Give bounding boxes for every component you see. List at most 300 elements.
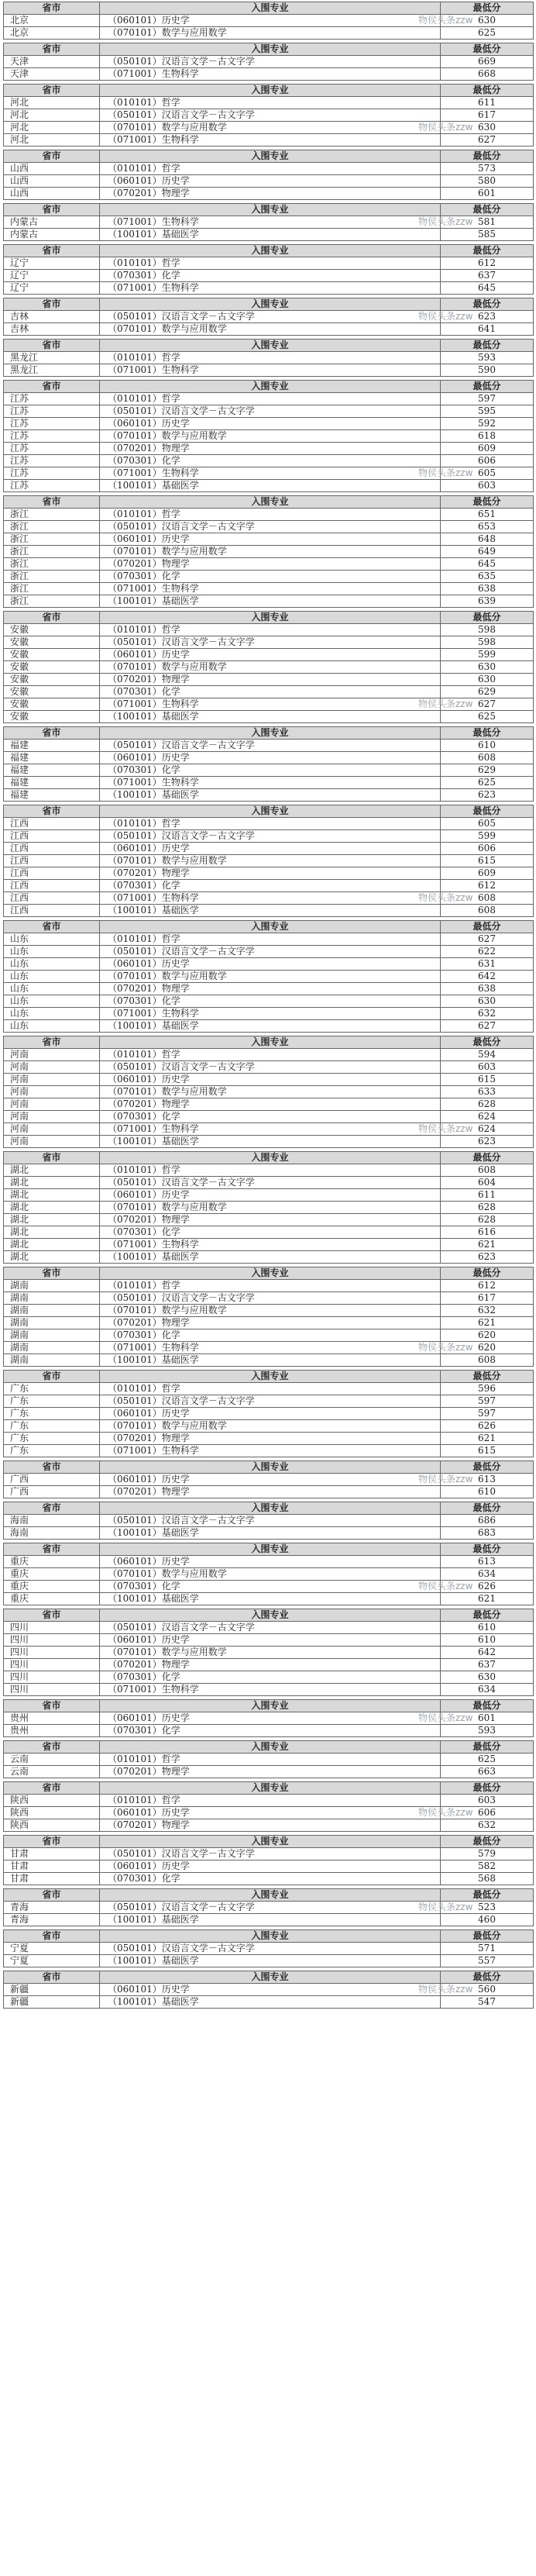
table-row [4,958,534,971]
header-major: 入围专业 [100,1036,441,1049]
province-cell: 青海 [4,1914,100,1926]
table-row [4,546,534,558]
province-cell: 黑龙江 [4,352,100,364]
header-score: 最低分 [441,1036,534,1049]
watermark-text: 物侯头条zzw [418,15,473,26]
score-cell: 597 [441,1395,534,1408]
table-row [4,1445,534,1457]
table-row [4,405,534,418]
province-cell: 内蒙古 [4,229,100,241]
table-row [4,752,534,764]
score-cell: 610 [441,1622,534,1634]
score-cell: 599 [441,649,534,661]
province-score-table [3,920,534,1033]
major-cell: （010101）哲学 [100,393,441,405]
province-score-table [3,1502,534,1540]
score-cell: 608 [441,892,534,905]
table-row [4,1086,534,1098]
major-cell: （100101）基础医学 [100,1914,441,1926]
score-cell: 624 [441,1123,534,1136]
score-cell: 579 [441,1848,534,1860]
major-cell: （070201）物理学 [100,1098,441,1111]
province-cell: 湖北 [4,1214,100,1226]
score-cell: 598 [441,624,534,636]
major-cell: （050101）汉语言文学－古文字学 [100,109,441,122]
header-score: 最低分 [441,298,534,311]
table-header-row [4,1836,534,1848]
province-cell: 福建 [4,764,100,777]
table-row [4,740,534,752]
table-row [4,509,534,521]
major-cell: （060101）历史学 [100,1712,441,1725]
score-cell: 606 [441,455,534,467]
major-cell: （060101）历史学 [100,533,441,546]
table-row [4,933,534,946]
table-row [4,764,534,777]
score-cell: 631 [441,958,534,971]
table-row [4,1420,534,1433]
table-row [4,1239,534,1251]
province-cell: 浙江 [4,558,100,571]
score-cell: 594 [441,1049,534,1061]
score-cell: 668 [441,68,534,81]
major-cell: （100101）基础医学 [100,1354,441,1367]
major-cell: （071001）生物科学 [100,1008,441,1020]
table-row [4,649,534,661]
province-cell: 安徽 [4,711,100,723]
header-province: 省市 [4,1836,100,1848]
score-cell: 593 [441,1725,534,1737]
major-cell: （070201）物理学 [100,1317,441,1329]
table-header-row [4,43,534,56]
province-cell: 江西 [4,818,100,830]
province-score-table [3,43,534,81]
province-cell: 江苏 [4,455,100,467]
province-cell: 重庆 [4,1568,100,1581]
score-cell: 648 [441,533,534,546]
score-cell: 611 [441,97,534,109]
score-cell: 593 [441,352,534,364]
header-province: 省市 [4,2,100,15]
watermark-text: 物侯头条zzw [418,467,473,478]
major-cell: （060101）历史学 [100,1474,441,1486]
header-province: 省市 [4,1036,100,1049]
score-cell: 601 [441,1712,534,1725]
score-cell: 632 [441,1305,534,1317]
province-cell: 河南 [4,1136,100,1148]
score-cell: 623 [441,1251,534,1264]
table-row [4,583,534,595]
table-header-row [4,1267,534,1280]
province-cell: 安徽 [4,674,100,686]
province-cell: 湖北 [4,1202,100,1214]
watermark-text: 物侯头条zzw [418,1807,473,1818]
table-header-row [4,245,534,257]
province-cell: 湖北 [4,1226,100,1239]
major-cell: （060101）历史学 [100,1408,441,1420]
table-header-row [4,1371,534,1383]
score-cell: 627 [441,933,534,946]
score-cell: 599 [441,830,534,843]
province-cell: 山东 [4,958,100,971]
major-cell: （060101）历史学 [100,958,441,971]
header-major: 入围专业 [100,340,441,352]
score-cell: 621 [441,1433,534,1445]
major-cell: （070301）化学 [100,1671,441,1684]
score-cell: 621 [441,1317,534,1329]
province-cell: 辽宁 [4,270,100,282]
major-cell: （070101）数学与应用数学 [100,1305,441,1317]
province-cell: 海南 [4,1515,100,1527]
major-cell: （050101）汉语言文学－古文字学 [100,1902,441,1914]
major-cell: （050101）汉语言文学－古文字学 [100,830,441,843]
score-cell: 571 [441,1943,534,1955]
major-cell: （010101）哲学 [100,257,441,270]
major-cell: （060101）历史学 [100,649,441,661]
score-cell: 621 [441,1239,534,1251]
major-cell: （050101）汉语言文学－古文字学 [100,1848,441,1860]
major-cell: （100101）基础医学 [100,905,441,917]
province-cell: 四川 [4,1659,100,1671]
major-cell: （070301）化学 [100,995,441,1008]
score-cell: 624 [441,1111,534,1123]
table-row [4,1164,534,1177]
province-cell: 湖北 [4,1239,100,1251]
header-score: 最低分 [441,805,534,818]
table-row [4,443,534,455]
score-cell: 615 [441,1074,534,1086]
header-score: 最低分 [441,1741,534,1754]
province-score-table [3,495,534,608]
province-cell: 广东 [4,1420,100,1433]
table-row [4,68,534,81]
major-cell: （010101）哲学 [100,509,441,521]
major-cell: （100101）基础医学 [100,1020,441,1033]
province-cell: 江西 [4,867,100,880]
score-cell: 610 [441,740,534,752]
province-cell: 山东 [4,933,100,946]
major-cell: （050101）汉语言文学－古文字学 [100,311,441,323]
header-major: 入围专业 [100,1700,441,1712]
score-cell: 626 [441,1581,534,1593]
header-major: 入围专业 [100,1461,441,1474]
table-row [4,1860,534,1873]
major-cell: （070301）化学 [100,270,441,282]
province-cell: 河北 [4,109,100,122]
header-major: 入围专业 [100,1267,441,1280]
province-cell: 重庆 [4,1581,100,1593]
score-cell: 617 [441,1292,534,1305]
score-cell: 568 [441,1873,534,1885]
table-row [4,995,534,1008]
header-major: 入围专业 [100,1152,441,1164]
major-cell: （071001）生物科学 [100,364,441,377]
province-score-table [3,339,534,377]
province-cell: 黑龙江 [4,364,100,377]
header-score: 最低分 [441,1836,534,1848]
table-row [4,711,534,723]
major-cell: （070201）物理学 [100,1766,441,1778]
table-row [4,1684,534,1696]
watermark-text: 物侯头条zzw [418,122,473,133]
watermark-text: 物侯头条zzw [418,216,473,227]
province-cell: 辽宁 [4,257,100,270]
province-cell: 山西 [4,188,100,200]
major-cell: （070201）物理学 [100,443,441,455]
major-cell: （071001）生物科学 [100,216,441,229]
province-cell: 宁夏 [4,1955,100,1967]
table-row [4,521,534,533]
score-cell: 610 [441,1486,534,1498]
major-cell: （070101）数学与应用数学 [100,546,441,558]
table-row [4,97,534,109]
score-cell: 605 [441,467,534,480]
major-cell: （070301）化学 [100,880,441,892]
table-header-row [4,84,534,97]
score-cell: 669 [441,56,534,68]
header-score: 最低分 [441,921,534,933]
province-cell: 广东 [4,1445,100,1457]
header-province: 省市 [4,612,100,624]
score-cell: 635 [441,571,534,583]
header-score: 最低分 [441,1609,534,1622]
table-row [4,1049,534,1061]
major-cell: （071001）生物科学 [100,1684,441,1696]
province-cell: 江西 [4,892,100,905]
header-major: 入围专业 [100,1889,441,1902]
table-row [4,1383,534,1395]
score-cell: 598 [441,636,534,649]
header-province: 省市 [4,1609,100,1622]
major-cell: （050101）汉语言文学－古文字学 [100,636,441,649]
major-cell: （050101）汉语言文学－古文字学 [100,946,441,958]
major-cell: （071001）生物科学 [100,583,441,595]
table-row [4,1873,534,1885]
province-cell: 安徽 [4,649,100,661]
table-row [4,1202,534,1214]
table-row [4,1848,534,1860]
major-cell: （070101）数学与应用数学 [100,1647,441,1659]
watermark-text: 物侯头条zzw [418,1581,473,1591]
score-cell: 603 [441,1061,534,1074]
major-cell: （071001）生物科学 [100,892,441,905]
watermark-text: 物侯头条zzw [418,1712,473,1723]
header-province: 省市 [4,245,100,257]
table-row [4,257,534,270]
score-cell: 612 [441,880,534,892]
province-cell: 江西 [4,843,100,855]
province-cell: 广东 [4,1408,100,1420]
province-cell: 陕西 [4,1795,100,1807]
major-cell: （010101）哲学 [100,818,441,830]
major-cell: （071001）生物科学 [100,467,441,480]
header-province: 省市 [4,1700,100,1712]
score-cell: 615 [441,855,534,867]
major-cell: （010101）哲学 [100,1383,441,1395]
header-major: 入围专业 [100,1543,441,1556]
score-cell: 618 [441,430,534,443]
province-cell: 广东 [4,1433,100,1445]
score-cell: 683 [441,1527,534,1540]
score-cell: 628 [441,1202,534,1214]
province-cell: 江苏 [4,467,100,480]
major-cell: （070201）物理学 [100,1214,441,1226]
major-cell: （050101）汉语言文学－古文字学 [100,1061,441,1074]
score-cell: 585 [441,229,534,241]
header-major: 入围专业 [100,921,441,933]
score-cell: 627 [441,1020,534,1033]
major-cell: （060101）历史学 [100,175,441,188]
table-row [4,1593,534,1605]
score-cell: 627 [441,698,534,711]
header-major: 入围专业 [100,612,441,624]
score-cell: 597 [441,1408,534,1420]
province-cell: 浙江 [4,546,100,558]
score-cell: 630 [441,995,534,1008]
header-major: 入围专业 [100,204,441,216]
major-cell: （070101）数学与应用数学 [100,1086,441,1098]
score-cell: 645 [441,558,534,571]
table-row [4,636,534,649]
table-row [4,1395,534,1408]
province-cell: 湖南 [4,1354,100,1367]
header-province: 省市 [4,1889,100,1902]
header-score: 最低分 [441,150,534,163]
province-cell: 重庆 [4,1593,100,1605]
province-cell: 甘肃 [4,1873,100,1885]
table-row [4,1074,534,1086]
province-cell: 江苏 [4,430,100,443]
score-cell: 626 [441,1420,534,1433]
table-row [4,163,534,175]
province-cell: 福建 [4,777,100,789]
province-cell: 新疆 [4,1996,100,2009]
header-major: 入围专业 [100,805,441,818]
province-cell: 四川 [4,1684,100,1696]
table-row [4,1136,534,1148]
header-province: 省市 [4,298,100,311]
score-cell: 605 [441,818,534,830]
province-cell: 贵州 [4,1725,100,1737]
province-cell: 湖南 [4,1342,100,1354]
table-row [4,1754,534,1766]
table-header-row [4,1036,534,1049]
major-cell: （100101）基础医学 [100,480,441,492]
province-cell: 湖南 [4,1280,100,1292]
province-cell: 山东 [4,946,100,958]
major-cell: （070101）数学与应用数学 [100,1420,441,1433]
score-cell: 622 [441,946,534,958]
major-cell: （100101）基础医学 [100,1251,441,1264]
score-cell: 613 [441,1556,534,1568]
province-cell: 河南 [4,1061,100,1074]
score-cell: 637 [441,1659,534,1671]
table-row [4,674,534,686]
province-cell: 北京 [4,15,100,27]
score-cell: 601 [441,188,534,200]
header-score: 最低分 [441,204,534,216]
table-row [4,1671,534,1684]
watermark-text: 物侯头条zzw [418,1123,473,1134]
header-province: 省市 [4,1930,100,1943]
header-province: 省市 [4,1971,100,1984]
major-cell: （060101）历史学 [100,1984,441,1996]
major-cell: （070301）化学 [100,1329,441,1342]
header-major: 入围专业 [100,1930,441,1943]
table-header-row [4,340,534,352]
province-cell: 安徽 [4,698,100,711]
province-cell: 天津 [4,56,100,68]
watermark-text: 物侯头条zzw [418,1902,473,1912]
score-cell: 606 [441,843,534,855]
score-cell: 629 [441,686,534,698]
province-cell: 山西 [4,175,100,188]
score-cell: 608 [441,752,534,764]
header-province: 省市 [4,1461,100,1474]
major-cell: （070201）物理学 [100,1819,441,1832]
table-header-row [4,1741,534,1754]
province-cell: 甘肃 [4,1860,100,1873]
major-cell: （070101）数学与应用数学 [100,661,441,674]
province-cell: 广西 [4,1486,100,1498]
major-cell: （050101）汉语言文学－古文字学 [100,1395,441,1408]
province-cell: 河南 [4,1074,100,1086]
score-cell: 641 [441,323,534,336]
major-cell: （060101）历史学 [100,1189,441,1202]
province-cell: 江西 [4,880,100,892]
major-cell: （070101）数学与应用数学 [100,1568,441,1581]
province-cell: 安徽 [4,624,100,636]
table-row [4,1556,534,1568]
score-cell: 613 [441,1474,534,1486]
header-score: 最低分 [441,1889,534,1902]
table-header-row [4,1782,534,1795]
major-cell: （070201）物理学 [100,983,441,995]
major-cell: （070301）化学 [100,764,441,777]
major-cell: （010101）哲学 [100,933,441,946]
province-cell: 山东 [4,995,100,1008]
province-cell: 湖南 [4,1317,100,1329]
province-score-table [3,1543,534,1605]
province-score-table [3,1835,534,1885]
table-row [4,855,534,867]
table-row [4,393,534,405]
score-cell: 609 [441,443,534,455]
table-row [4,983,534,995]
header-province: 省市 [4,43,100,56]
header-province: 省市 [4,1741,100,1754]
header-score: 最低分 [441,1461,534,1474]
major-cell: （010101）哲学 [100,1795,441,1807]
score-cell: 557 [441,1955,534,1967]
score-cell: 628 [441,1214,534,1226]
header-major: 入围专业 [100,84,441,97]
province-cell: 云南 [4,1766,100,1778]
score-cell: 547 [441,1996,534,2009]
table-row [4,282,534,295]
header-score: 最低分 [441,84,534,97]
province-cell: 四川 [4,1671,100,1684]
province-cell: 吉林 [4,311,100,323]
table-row [4,1819,534,1832]
table-row [4,1914,534,1926]
score-cell: 625 [441,1754,534,1766]
province-cell: 吉林 [4,323,100,336]
major-cell: （100101）基础医学 [100,1593,441,1605]
header-score: 最低分 [441,340,534,352]
header-score: 最低分 [441,496,534,509]
province-cell: 辽宁 [4,282,100,295]
